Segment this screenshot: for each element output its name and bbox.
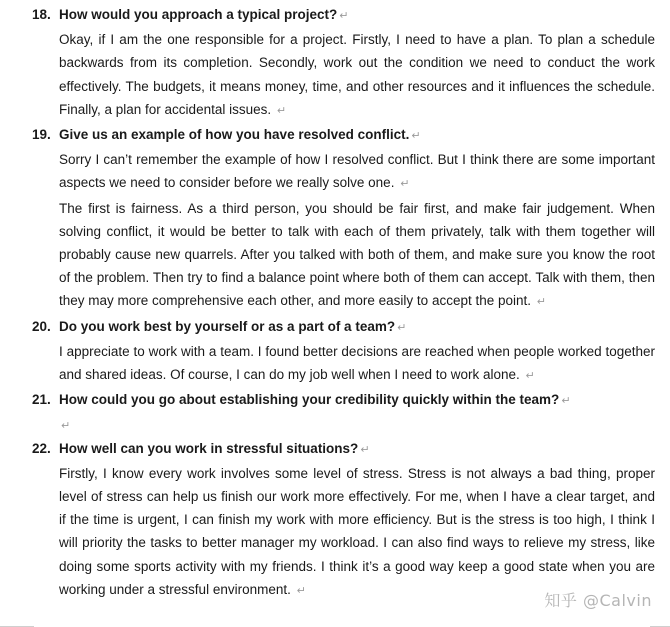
question-heading: How would you approach a typical project? ↵	[59, 7, 349, 22]
watermark: 知乎 @Calvin	[544, 591, 652, 610]
paragraph-mark-icon: ↵	[411, 130, 421, 143]
question-number: 18.	[32, 7, 51, 22]
qa-item-18	[0, 3, 670, 123]
answer-paragraph: Okay, if I am the one responsible for a project. Firstly, I need to have a plan. To plan a schedule backwards from its completion. Secondly, work out the condition we need to conduct the work effectively. The budgets, it means money, time, and other resources and it influences the schedule. Finally, a plan for accidental issues. ↵	[59, 32, 655, 117]
question-heading: Give us an example of how you have resolved conflict. ↵	[59, 127, 421, 143]
paragraph-mark-icon: ↵	[296, 584, 306, 597]
empty-answer-line	[59, 413, 670, 436]
question-heading: Do you work best by yourself or as a part of a team? ↵	[59, 318, 407, 334]
paragraph-mark-icon: ↵	[61, 420, 71, 433]
paragraph-mark-icon: ↵	[360, 443, 370, 456]
paragraph-mark-icon: ↵	[525, 370, 535, 383]
paragraph-mark-icon: ↵	[536, 296, 546, 309]
answer-paragraph: Firstly, I know every work involves some level of stress. Stress is not always a bad thing, proper level of stress can help us finish our work more effectively. For me, when I have a clear target, and if the time is urgent, I can finish my work with more efficiency. But is the stress is too high, I think I will priority the tasks to better manager my workload. I can also find ways to relieve my stress, like doing some sports activity with my friends. I think it’s a good way keep a good state when you are working under a stressful environment. ↵	[59, 465, 655, 597]
answer-paragraph: The first is fairness. As a third person, you should be fair first, and make fair judgement. When solving conflict, it would be better to talk with each of them privately, talk with them together will probably cause new quarrels. After you talked with both of them, and make sure you know the root of the problem. Then try to find a balance point where both of them can accept. Talk with them, then they may more comprehensive each other, and more easily to accept the point. ↵	[59, 200, 655, 309]
qa-item-19	[0, 123, 670, 315]
paragraph-mark-icon: ↵	[561, 395, 571, 408]
paragraph-mark-icon: ↵	[339, 10, 349, 22]
paragraph-mark-icon: ↵	[276, 104, 287, 117]
answer-paragraph: I appreciate to work with a team. I found better decisions are reached when people worked together and shared ideas. Of course, I can do my job well when I need to work alone. ↵	[59, 343, 655, 383]
qa-item-21	[0, 388, 670, 436]
answer-paragraph: Sorry I can’t remember the example of how I resolved conflict. But I think there are some important aspects we need to consider before we really solve one. ↵	[59, 152, 655, 191]
question-number: 19.	[32, 127, 51, 143]
question-heading: How could you go about establishing your credibility quickly within the team? ↵	[59, 392, 571, 408]
qa-item-22	[0, 437, 670, 603]
paragraph-mark-icon: ↵	[400, 178, 410, 191]
question-number: 20.	[32, 318, 51, 334]
question-number: 22.	[32, 440, 51, 456]
paragraph-mark-icon: ↵	[397, 321, 407, 334]
question-heading: How well can you work in stressful situations? ↵	[59, 440, 370, 456]
question-number: 21.	[32, 392, 51, 408]
qa-item-20	[0, 315, 670, 389]
